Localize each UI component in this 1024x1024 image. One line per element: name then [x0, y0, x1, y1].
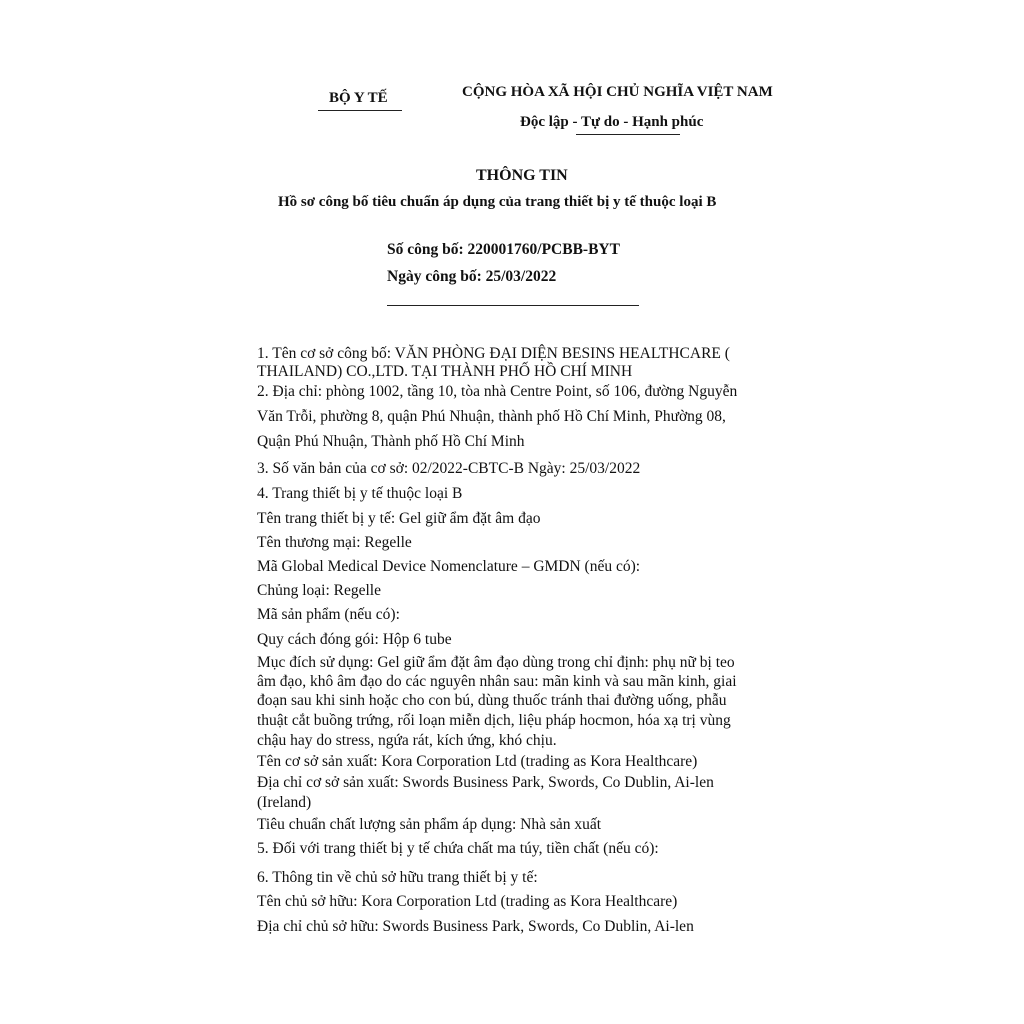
body-line: Tên thương mại: Regelle	[257, 534, 412, 551]
body-line: Tên chủ sở hữu: Kora Corporation Ltd (trading as Kora Healthcare)	[257, 893, 678, 910]
national-motto: Độc lập - Tự do - Hạnh phúc	[520, 114, 704, 130]
document-title: THÔNG TIN	[476, 167, 568, 184]
body-line: Văn Trỗi, phường 8, quận Phú Nhuận, thành phố Hồ Chí Minh, Phường 08,	[257, 408, 726, 425]
body-line: Mã sản phẩm (nếu có):	[257, 606, 400, 623]
body-line: chậu hay do stress, ngứa rát, kích ứng, khó chịu.	[257, 732, 557, 749]
motto-underline	[576, 134, 680, 135]
ministry-name: BỘ Y TẾ	[329, 90, 388, 106]
body-line: Địa chỉ chủ sở hữu: Swords Business Park, Swords, Co Dublin, Ai-len	[257, 918, 694, 935]
body-line: THAILAND) CO.,LTD. TẠI THÀNH PHỐ HỒ CHÍ MINH	[257, 363, 633, 380]
body-line: 2. Địa chỉ: phòng 1002, tầng 10, tòa nhà Centre Point, số 106, đường Nguyễn	[257, 383, 738, 400]
body-line: đoạn sau khi sinh hoặc cho con bú, dùng thuốc tránh thai đường uống, phẫu	[257, 692, 727, 709]
body-line: Mã Global Medical Device Nomenclature – GMDN (nếu có):	[257, 558, 641, 575]
body-line: thuật cắt buồng trứng, rối loạn miễn dịch, liệu pháp hocmon, hóa xạ trị vùng	[257, 712, 731, 729]
body-line: 1. Tên cơ sở công bố: VĂN PHÒNG ĐẠI DIỆN BESINS HEALTHCARE (	[257, 345, 730, 362]
title-divider	[387, 305, 639, 306]
ministry-underline	[318, 110, 402, 111]
body-line: (Ireland)	[257, 794, 312, 811]
body-line: Quận Phú Nhuận, Thành phố Hồ Chí Minh	[257, 433, 525, 450]
body-line: Tiêu chuẩn chất lượng sản phẩm áp dụng: Nhà sản xuất	[257, 816, 602, 833]
announcement-number: Số công bố: 220001760/PCBB-BYT	[387, 241, 620, 258]
body-line: Tên cơ sở sản xuất: Kora Corporation Ltd (trading as Kora Healthcare)	[257, 753, 698, 770]
body-line: 4. Trang thiết bị y tế thuộc loại B	[257, 485, 463, 502]
announcement-date: Ngày công bố: 25/03/2022	[387, 268, 557, 285]
body-line: 3. Số văn bản của cơ sở: 02/2022-CBTC-B Ngày: 25/03/2022	[257, 460, 641, 477]
body-line: Địa chỉ cơ sở sản xuất: Swords Business Park, Swords, Co Dublin, Ai-len	[257, 774, 714, 791]
body-line: Mục đích sử dụng: Gel giữ ẩm đặt âm đạo dùng trong chỉ định: phụ nữ bị teo	[257, 654, 735, 671]
body-line: 5. Đối với trang thiết bị y tế chứa chất ma túy, tiền chất (nếu có):	[257, 840, 659, 857]
body-line: 6. Thông tin về chủ sở hữu trang thiết bị y tế:	[257, 869, 538, 886]
body-line: Chủng loại: Regelle	[257, 582, 381, 599]
document-subtitle: Hồ sơ công bố tiêu chuẩn áp dụng của trang thiết bị y tế thuộc loại B	[278, 194, 717, 210]
republic-name: CỘNG HÒA XÃ HỘI CHỦ NGHĨA VIỆT NAM	[462, 84, 773, 100]
body-line: Tên trang thiết bị y tế: Gel giữ ẩm đặt âm đạo	[257, 510, 541, 527]
body-line: âm đạo, khô âm đạo do các nguyên nhân sau: mãn kinh và sau mãn kinh, giai	[257, 673, 737, 690]
body-line: Quy cách đóng gói: Hộp 6 tube	[257, 631, 452, 648]
